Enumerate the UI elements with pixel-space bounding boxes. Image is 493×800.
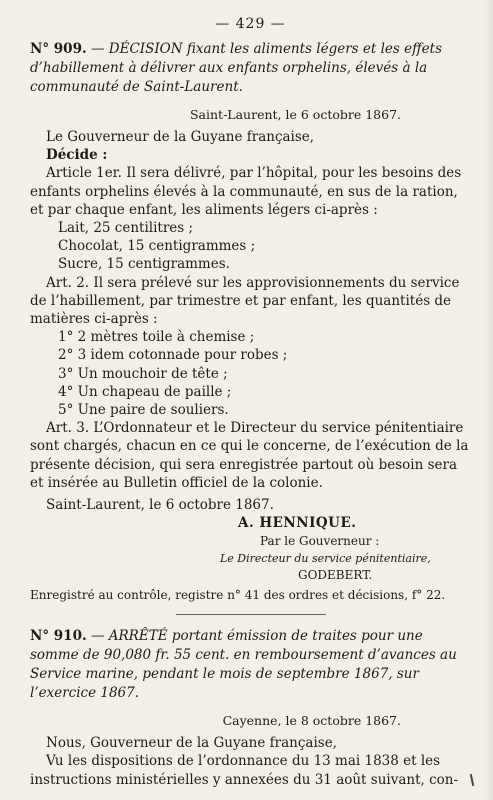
food-item: Chocolat, 15 centigrammes ;	[58, 238, 256, 255]
page-number: — 429 —	[215, 16, 286, 32]
entry-909-decide: Décide :	[46, 147, 108, 164]
signature-par: Par le Gouverneur :	[260, 534, 380, 549]
signature-role: Le Directeur du service pénitentiaire,	[220, 552, 431, 566]
entry-910-title: — ARRÊTÉ portant émission de traites pour une somme de 90,080 fr. 55 cent. en remboursement d’avances au Service marine, pendant le mois de septembre 1867, sur l’exercice 1867.	[30, 628, 457, 702]
entry-910-number: N° 910.	[30, 628, 87, 645]
clothing-item: 2° 3 idem cotonnade pour robes ;	[58, 347, 288, 364]
clothing-item: 1° 2 mètres toile à chemise ;	[58, 329, 255, 346]
entry-910-dateline: Cayenne, le 8 octobre 1867.	[222, 713, 401, 729]
registry-note: Enregistré au contrôle, registre n° 41 des ordres et décisions, f° 22.	[30, 588, 446, 603]
food-item: Sucre, 15 centigrammes.	[58, 256, 230, 273]
food-item: Lait, 25 centilitres ;	[58, 220, 194, 237]
entry-909-title: — DÉCISION fixant les aliments légers et les effets d’habillement à délivrer aux enfants orphelins, élevés à la communauté de Saint-Laurent.	[30, 41, 443, 95]
clothing-item: 4° Un chapeau de paille ;	[58, 383, 232, 400]
page-edge-shadow	[485, 0, 493, 800]
entry-909-dateline: Saint-Laurent, le 6 octobre 1867.	[189, 107, 401, 122]
article-1: Article 1er. Il sera délivré, par l’hôpital, pour les besoins des enfants orphelins élevés à la communauté, en sus de la ration, et par chaque enfant, les aliments légers ci-après :	[30, 165, 462, 218]
section-divider	[176, 614, 326, 615]
entry-909-closing-dateline: Saint-Laurent, le 6 octobre 1867.	[46, 497, 274, 514]
clothing-item: 5° Une paire de souliers.	[58, 402, 229, 419]
signature-godebert: GODEBERT.	[298, 568, 373, 583]
article-2: Art. 2. Il sera prélevé sur les approvisionnements du service de l’habillement, par trimestre et par enfant, les quantités de matières ci-après :	[30, 274, 460, 328]
foods-list	[30, 219, 471, 274]
signature-hennique: A. HENNIQUE.	[238, 515, 357, 532]
entry-909-heading	[30, 40, 471, 97]
entry-910-text: Vu les dispositions de l’ordonnance du 13 mai 1838 et les instructions ministérielles y annexées du 31 août suivant, con-	[30, 753, 459, 788]
entry-909-governor: Le Gouverneur de la Guyane française,	[46, 129, 315, 145]
entry-910-heading	[30, 627, 471, 703]
entry-910-governor: Nous, Gouverneur de la Guyane française,	[46, 735, 337, 752]
clothing-list	[30, 328, 471, 419]
clothing-item: 3° Un mouchoir de tête ;	[58, 365, 228, 382]
article-3: Art. 3. L’Ordonnateur et le Directeur du service pénitentiaire sont chargés, chacun en ce qui le concerne, de l’exécution de la présente décision, qui sera enregistrée partout où besoin sera et insérée au Bulletin officiel de la colonie.	[30, 420, 469, 491]
entry-909-number: N° 909.	[30, 41, 87, 57]
